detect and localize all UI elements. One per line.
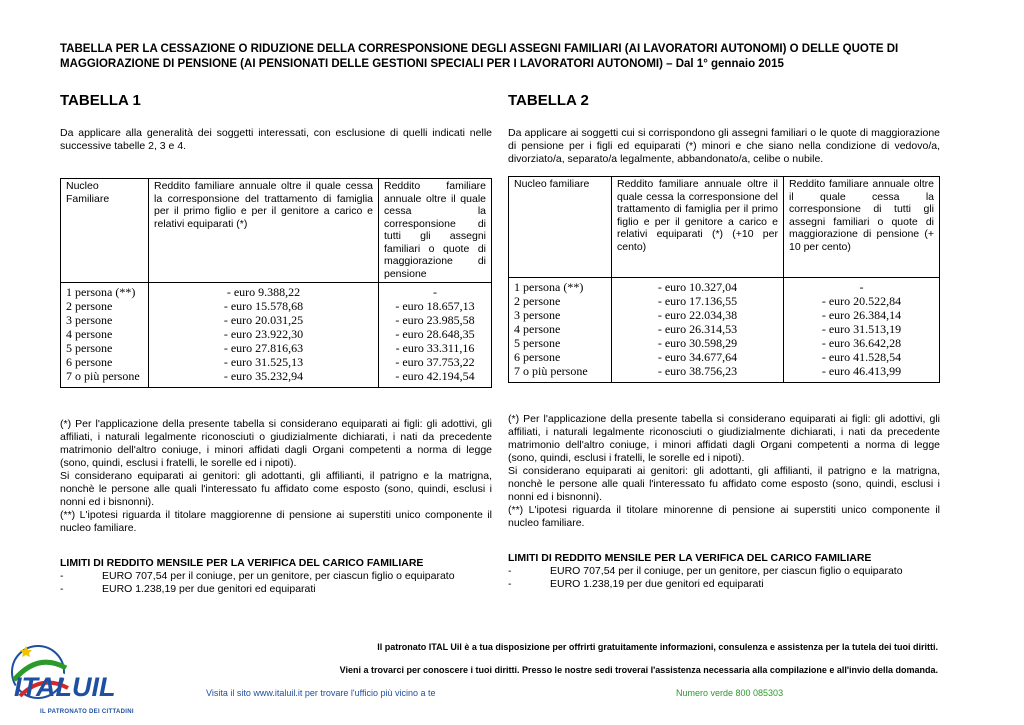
row-value-a: - euro 15.578,68 [149,299,379,313]
row-nucleo: 2 persone [61,299,149,313]
table-row [509,350,940,364]
table-1-limits [60,557,492,596]
limit-text: EURO 707,54 per il coniuge, per un genitore, per ciascun figlio o equiparato [550,565,903,577]
row-nucleo: 3 persone [509,308,612,322]
table-row [61,341,492,355]
row-value-b: - euro 41.528,54 [784,350,940,364]
dash-bullet: - [60,583,64,595]
table-row [509,364,940,383]
row-value-a: - euro 20.031,25 [149,313,379,327]
table-2-header-nucleo: Nucleo familiare [509,177,612,278]
limits-title: LIMITI DI REDDITO MENSILE PER LA VERIFICA DEL CARICO FAMILIARE [60,557,424,569]
document-title: TABELLA PER LA CESSAZIONE O RIDUZIONE DELLA CORRESPONSIONE DEGLI ASSEGNI FAMILIARI (AI LAVORATORI AUTONOMI) O DELLE QUOTE DI MAGGIORAZIONE DI PENSIONE (AI PENSIONATI DELLE GESTIONI SPECIALI PER I LAVORATORI AUTONOMI) – Dal 1° gennaio 2015 [60,43,899,70]
row-value-b: - euro 37.753,22 [379,355,492,369]
limit-item [508,578,940,591]
table-row [61,369,492,388]
row-value-a: - euro 23.922,30 [149,327,379,341]
table-row [61,299,492,313]
table-1-header-tutti-assegni: Reddito familiare annuale oltre il quale cessa la corresponsione di tutti gli assegni familiari o quote di maggiorazione di pensione [379,179,492,283]
row-value-b: - euro 46.413,99 [784,364,940,383]
table-row [509,294,940,308]
table-2-limits [508,552,940,591]
limit-text: EURO 1.238,19 per due genitori ed equiparati [102,583,316,595]
table-row [509,336,940,350]
row-value-b: - euro 18.657,13 [379,299,492,313]
note-equiparati-figli: (*) Per l'applicazione della presente tabella si considerano equiparati ai figli: gli adottivi, gli affiliati, i naturali legalmente riconosciuti o giudizialmente dichiarati, i nati da precedente matrimonio dell'altro coniuge, i minori affidati dagli Organi competenti a norma di legge (sono, quindi, esclusi i fratelli, le sorelle ed i nipoti). [508,413,940,464]
row-value-a: - euro 30.598,29 [612,336,784,350]
row-nucleo: 1 persona (**) [509,278,612,295]
row-nucleo: 4 persone [509,322,612,336]
table-2 [508,176,940,383]
row-value-a: - euro 9.388,22 [149,283,379,300]
table-row [509,308,940,322]
dash-bullet: - [508,565,512,577]
row-nucleo: 6 persone [509,350,612,364]
table-1-section [60,92,492,596]
row-value-b: - euro 42.194,54 [379,369,492,388]
table-1-header-primo-figlio: Reddito familiare annuale oltre il quale cessa la corresponsione del trattamento di famiglia per il primo figlio e per il genitore a carico e relativi equiparati (*) [149,179,379,283]
table-row [509,322,940,336]
row-value-b: - euro 20.522,84 [784,294,940,308]
table-1-notes [60,418,492,535]
row-value-b: - [379,283,492,300]
limit-item [60,583,492,596]
row-value-a: - euro 22.034,38 [612,308,784,322]
logo-star [20,646,32,657]
row-nucleo: 5 persone [509,336,612,350]
row-nucleo: 3 persone [61,313,149,327]
table-row [61,283,492,300]
note-equiparati-genitori: Si considerano equiparati ai genitori: gli adottanti, gli affilianti, il patrigno e la matrigna, nonchè le persone alle quali l'interessato fu affidato come esposto (sono, quindi, esclusi i nonni ed i bisnonni). [508,465,940,503]
footer-phone[interactable]: Numero verde 800 085303 [676,688,784,698]
table-row [61,327,492,341]
row-value-b: - euro 33.311,16 [379,341,492,355]
table-2-heading: TABELLA 2 [508,92,589,109]
italuil-logo-icon [8,632,138,722]
dash-bullet: - [508,578,512,590]
row-value-a: - euro 38.756,23 [612,364,784,383]
table-2-header-primo-figlio: Reddito familiare annuale oltre il quale cessa la corresponsione del trattamento di famiglia per il primo figlio e per il genitore a carico e relativi equiparati (*) (+10 per cento) [612,177,784,278]
dash-bullet: - [60,570,64,582]
logo-globe-outline [12,646,64,698]
row-value-b: - euro 28.648,35 [379,327,492,341]
logo-subtitle: IL PATRONATO DEI CITTADINI [40,709,134,715]
footer-site-link[interactable]: Visita il sito www.italuil.it per trovare l'ufficio più vicino a te [206,688,436,698]
table-2-notes [508,413,940,530]
row-nucleo: 7 o più persone [61,369,149,388]
logo-white-stripe [16,672,68,688]
footer-visit: Vieni a trovarci per conoscere i tuoi diritti. Presso le nostre sedi troverai l'assistenza necessaria alla compilazione e all'invio della domanda. [339,665,938,675]
row-nucleo: 7 o più persone [509,364,612,383]
table-1-header-nucleo: Nucleo Familiare [61,179,149,283]
note-ipotesi: (**) L'ipotesi riguarda il titolare maggiorenne di pensione ai superstiti unico componente il nucleo familiare. [60,509,492,534]
limit-text: EURO 707,54 per il coniuge, per un genitore, per ciascun figlio o equiparato [102,570,455,582]
row-nucleo: 5 persone [61,341,149,355]
row-value-a: - euro 10.327,04 [612,278,784,295]
row-value-b: - [784,278,940,295]
row-value-b: - euro 23.985,58 [379,313,492,327]
row-value-a: - euro 34.677,64 [612,350,784,364]
logo-red-stripe [20,683,68,696]
row-nucleo: 2 persone [509,294,612,308]
limit-text: EURO 1.238,19 per due genitori ed equiparati [550,578,764,590]
note-equiparati-genitori: Si considerano equiparati ai genitori: gli adottanti, gli affilianti, il patrigno e la matrigna, nonchè le persone alle quali l'interessato fu affidato come esposto (sono, quindi, esclusi i nonni ed i bisnonni). [60,470,492,508]
table-row [509,278,940,295]
row-value-a: - euro 27.816,63 [149,341,379,355]
note-ipotesi: (**) L'ipotesi riguarda il titolare minorenne di pensione ai superstiti unico componente il nucleo familiare. [508,504,940,529]
row-value-a: - euro 26.314,53 [612,322,784,336]
row-nucleo: 6 persone [61,355,149,369]
table-1-heading: TABELLA 1 [60,92,141,109]
table-row [61,313,492,327]
note-equiparati-figli: (*) Per l'applicazione della presente tabella si considerano equiparati ai figli: gli adottivi, gli affiliati, i naturali legalmente riconosciuti o giudizialmente dichiarati, i nati da precedente matrimonio dell'altro coniuge, i minori affidati dagli Organi competenti a norma di legge (sono, quindi, esclusi i fratelli, le sorelle ed i nipoti). [60,418,492,469]
row-value-b: - euro 31.513,19 [784,322,940,336]
logo-wordmark: ITALUIL [14,672,116,702]
table-1 [60,178,492,388]
table-1-intro: Da applicare alla generalità dei soggetti interessati, con esclusione di quelli indicati nelle successive tabelle 2, 3 e 4. [60,127,492,152]
row-value-b: - euro 26.384,14 [784,308,940,322]
footer-info: Il patronato ITAL Uil è a tua disposizione per offrirti gratuitamente informazioni, consulenza e assistenza per la tutela dei tuoi diritti. [377,642,938,652]
limit-item [60,570,492,583]
row-nucleo: 4 persone [61,327,149,341]
row-value-a: - euro 31.525,13 [149,355,379,369]
row-value-a: - euro 17.136,55 [612,294,784,308]
row-value-b: - euro 36.642,28 [784,336,940,350]
table-2-header-tutti-assegni: Reddito familiare annuale oltre il quale cessa la corresponsione di tutti gli assegni familiari o quote di maggiorazione di pensione (+ 10 per cento) [784,177,940,278]
table-2-intro: Da applicare ai soggetti cui si corrispondono gli assegni familiari o le quote di maggiorazione di pensione per i figli ed equiparati (*) minori e che siano nella condizione di vedovo/a, divorziato/a, separato/a legalmente, abbandonato/a, celibe o nubile. [508,127,940,165]
table-2-section [508,92,940,591]
row-value-a: - euro 35.232,94 [149,369,379,388]
logo-green-stripe [14,662,66,680]
limits-title: LIMITI DI REDDITO MENSILE PER LA VERIFICA DEL CARICO FAMILIARE [508,552,872,564]
limit-item [508,565,940,578]
table-row [61,355,492,369]
row-nucleo: 1 persona (**) [61,283,149,300]
